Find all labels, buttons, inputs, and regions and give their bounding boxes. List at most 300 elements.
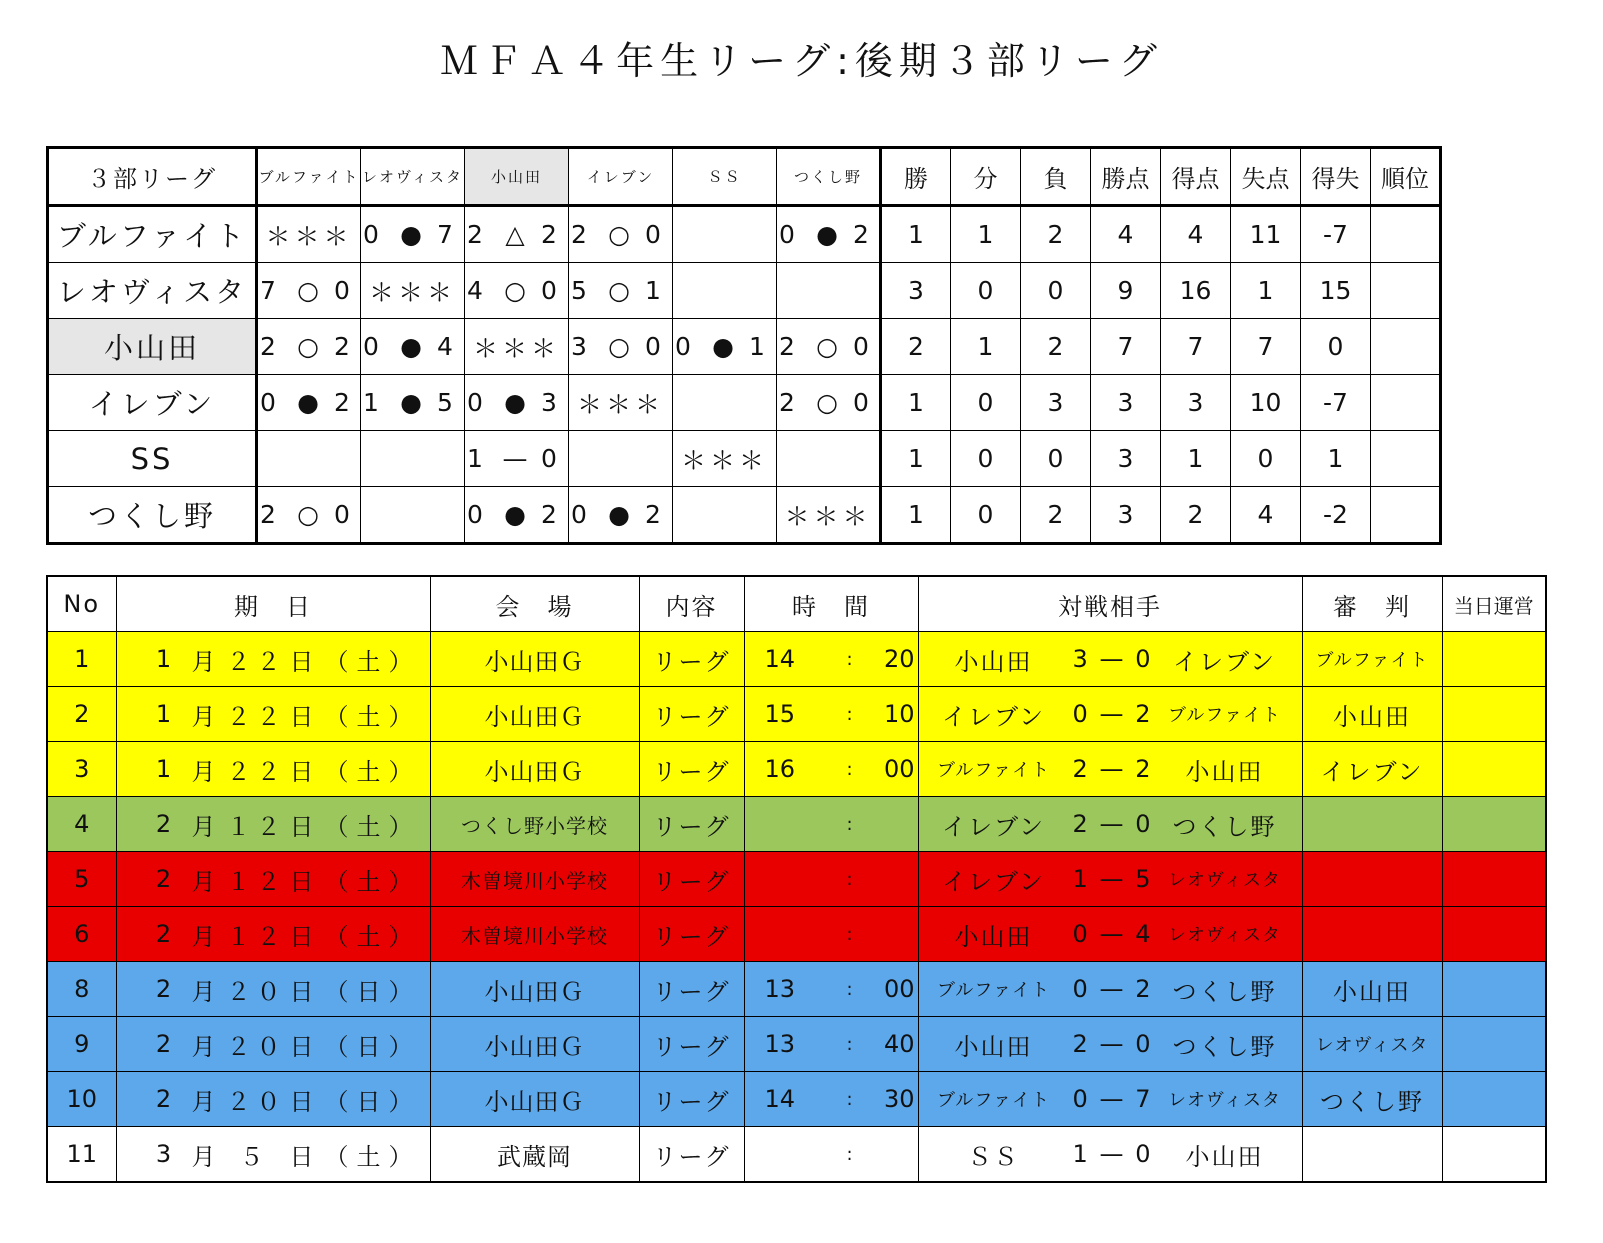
standings-stat-value: 0 — [951, 375, 1021, 431]
score-dash: — — [1099, 645, 1124, 673]
standings-column-header: ＳＳ — [673, 148, 777, 206]
match-date — [116, 852, 430, 907]
time-hour: 13 — [764, 975, 796, 1003]
date-day: ２２ — [226, 757, 287, 786]
time-hour: 13 — [764, 1030, 796, 1058]
result-mark: ● — [400, 332, 422, 361]
away-score: 0 — [1135, 1140, 1151, 1168]
goals-for: 0 — [260, 388, 276, 417]
standings-stat-value: 0 — [1021, 263, 1091, 319]
away-team: ブルファイト — [1168, 705, 1281, 726]
away-score: 2 — [1135, 975, 1151, 1003]
date-day: ２２ — [226, 702, 287, 731]
standings-stat-value: -7 — [1301, 375, 1371, 431]
standings-self-cell — [777, 487, 881, 544]
standings-result-cell — [465, 263, 569, 319]
date-day-unit: 日 — [289, 812, 314, 841]
standings-result-cell — [465, 431, 569, 487]
date-day-unit: 日 — [289, 1032, 314, 1061]
goals-for: 2 — [467, 220, 483, 249]
standings-result-cell — [569, 206, 673, 263]
operation-team — [1442, 1072, 1546, 1127]
away-team: 小山田 — [1185, 1142, 1264, 1171]
date-weekday: （土） — [324, 812, 421, 841]
match-date — [116, 687, 430, 742]
goals-against: 0 — [334, 276, 350, 305]
referee-team — [1302, 797, 1442, 852]
goals-for: 1 — [363, 388, 379, 417]
date-month: 3 — [155, 1140, 172, 1168]
standings-stat-value: 0 — [951, 431, 1021, 487]
date-month-unit: 月 — [191, 647, 216, 676]
operation-team — [1442, 1127, 1546, 1183]
standings-stat-value: 3 — [1091, 487, 1161, 544]
date-day-unit: 日 — [289, 647, 314, 676]
standings-stat-header: 勝 — [881, 148, 951, 206]
referee-team — [1302, 852, 1442, 907]
standings-stat-value: 0 — [951, 263, 1021, 319]
referee-team — [1302, 907, 1442, 962]
score-dash: — — [1099, 1085, 1124, 1113]
standings-stat-value — [1371, 431, 1441, 487]
schedule-header-date: 期 日 — [116, 576, 430, 632]
operation-team — [1442, 687, 1546, 742]
operation-team — [1442, 1017, 1546, 1072]
standings-result-cell — [257, 375, 361, 431]
operation-team — [1442, 797, 1546, 852]
time-colon: : — [846, 1088, 853, 1110]
standings-stat-value: -7 — [1301, 206, 1371, 263]
standings-self-cell — [257, 206, 361, 263]
match-venue: つくし野小学校 — [430, 797, 639, 852]
standings-stat-value: 7 — [1231, 319, 1301, 375]
date-month: 2 — [155, 1030, 172, 1058]
goals-against: 0 — [645, 220, 661, 249]
score-dash: — — [1099, 920, 1124, 948]
result-mark: △ — [505, 220, 525, 249]
date-day: ２０ — [226, 1087, 287, 1116]
goals-against: 1 — [645, 276, 661, 305]
home-team: 小山田 — [954, 922, 1033, 951]
match-result — [918, 742, 1302, 797]
result-mark: ● — [504, 388, 526, 417]
match-number: 5 — [47, 852, 116, 907]
standings-result-cell — [569, 263, 673, 319]
date-day-unit: 日 — [289, 867, 314, 896]
match-type: リーグ — [639, 1017, 744, 1072]
match-number: 4 — [47, 797, 116, 852]
match-result — [918, 1017, 1302, 1072]
date-month-unit: 月 — [191, 757, 216, 786]
standings-stat-header: 順位 — [1371, 148, 1441, 206]
away-score: 0 — [1135, 1030, 1151, 1058]
goals-against: 2 — [541, 500, 557, 529]
goals-for: 4 — [467, 276, 483, 305]
match-type: リーグ — [639, 852, 744, 907]
home-score: 2 — [1072, 810, 1088, 838]
standings-result-cell — [777, 206, 881, 263]
standings-stat-value — [1371, 375, 1441, 431]
away-team: レオヴィスタ — [1168, 870, 1281, 891]
match-number: 11 — [47, 1127, 116, 1183]
match-number: 1 — [47, 632, 116, 687]
time-minute: 00 — [883, 975, 915, 1003]
schedule-row — [47, 797, 1546, 852]
date-month-unit: 月 — [191, 977, 216, 1006]
standings-column-header: 小山田 — [465, 148, 569, 206]
standings-empty-cell — [361, 487, 465, 544]
standings-stat-value: -2 — [1301, 487, 1371, 544]
result-mark: ○ — [504, 276, 526, 305]
home-team: イレブン — [941, 702, 1046, 731]
goals-against: 4 — [437, 332, 453, 361]
result-mark: ● — [400, 220, 422, 249]
match-date — [116, 1072, 430, 1127]
standings-stat-value: 1 — [881, 487, 951, 544]
standings-stat-value: 9 — [1091, 263, 1161, 319]
home-score: 0 — [1072, 920, 1088, 948]
match-time — [744, 1127, 918, 1183]
schedule-row — [47, 962, 1546, 1017]
match-time — [744, 797, 918, 852]
time-minute: 20 — [883, 645, 915, 673]
match-number: 9 — [47, 1017, 116, 1072]
standings-stat-header: 得点 — [1161, 148, 1231, 206]
goals-against: 2 — [541, 220, 557, 249]
date-month-unit: 月 — [191, 702, 216, 731]
match-venue: 小山田Ｇ — [430, 632, 639, 687]
standings-stat-value: 3 — [1091, 431, 1161, 487]
standings-stat-value: 2 — [1161, 487, 1231, 544]
match-result — [918, 1072, 1302, 1127]
standings-result-cell — [777, 319, 881, 375]
standings-result-cell — [569, 487, 673, 544]
away-team: つくし野 — [1172, 812, 1277, 841]
time-colon: : — [846, 813, 853, 835]
standings-stat-header: 得失 — [1301, 148, 1371, 206]
referee-team: 小山田 — [1302, 687, 1442, 742]
standings-stat-value: 16 — [1161, 263, 1231, 319]
home-team: ＳＳ — [967, 1142, 1020, 1171]
match-venue: 小山田Ｇ — [430, 742, 639, 797]
date-day: ５ — [239, 1142, 270, 1171]
standings-stat-header: 失点 — [1231, 148, 1301, 206]
time-hour: 15 — [764, 700, 796, 728]
away-team: つくし野 — [1172, 977, 1277, 1006]
standings-stat-value: 2 — [1021, 206, 1091, 263]
goals-for: 0 — [363, 220, 379, 249]
match-venue: 木曽境川小学校 — [430, 852, 639, 907]
standings-row — [48, 263, 1441, 319]
match-time — [744, 962, 918, 1017]
standings-team-name: 小山田 — [48, 319, 257, 375]
time-minute: 40 — [883, 1030, 915, 1058]
referee-team: レオヴィスタ — [1302, 1017, 1442, 1072]
match-time — [744, 907, 918, 962]
home-score: 2 — [1072, 1030, 1088, 1058]
date-month: 2 — [155, 975, 172, 1003]
match-number: 8 — [47, 962, 116, 1017]
match-result — [918, 962, 1302, 1017]
home-score: 2 — [1072, 755, 1088, 783]
standings-empty-cell — [777, 263, 881, 319]
match-time — [744, 1017, 918, 1072]
away-score: 7 — [1135, 1085, 1151, 1113]
match-time — [744, 742, 918, 797]
standings-team-name: つくし野 — [48, 487, 257, 544]
referee-team: ブルファイト — [1302, 632, 1442, 687]
goals-against: 2 — [853, 220, 869, 249]
standings-row — [48, 375, 1441, 431]
match-date — [116, 632, 430, 687]
standings-column-header: つくし野 — [777, 148, 881, 206]
date-weekday: （日） — [324, 1087, 421, 1116]
date-month-unit: 月 — [191, 922, 216, 951]
standings-column-header: レオヴィスタ — [361, 148, 465, 206]
time-colon: : — [846, 703, 853, 725]
match-date — [116, 797, 430, 852]
goals-against: 7 — [437, 220, 453, 249]
match-venue: 小山田Ｇ — [430, 687, 639, 742]
date-day: ２０ — [226, 1032, 287, 1061]
date-month: 2 — [155, 920, 172, 948]
match-type: リーグ — [639, 742, 744, 797]
standings-column-header: ブルファイト — [257, 148, 361, 206]
result-mark: ○ — [608, 276, 630, 305]
standings-stat-value: 0 — [1301, 319, 1371, 375]
standings-table — [46, 146, 1442, 545]
standings-result-cell — [777, 375, 881, 431]
schedule-header-referee: 審 判 — [1302, 576, 1442, 632]
standings-stat-value: 1 — [881, 206, 951, 263]
date-day: １２ — [226, 922, 287, 951]
standings-result-cell — [465, 487, 569, 544]
self-mark: ＊＊＊ — [784, 501, 872, 531]
goals-for: 0 — [571, 500, 587, 529]
result-mark: ○ — [608, 332, 630, 361]
score-dash: — — [1099, 975, 1124, 1003]
result-mark: ○ — [816, 388, 838, 417]
date-day-unit: 日 — [289, 702, 314, 731]
standings-self-cell — [465, 319, 569, 375]
score-dash: — — [1099, 810, 1124, 838]
home-score: 0 — [1072, 975, 1088, 1003]
date-day: １２ — [226, 867, 287, 896]
time-colon: : — [846, 978, 853, 1000]
standings-stat-value — [1371, 206, 1441, 263]
goals-against: 5 — [437, 388, 453, 417]
goals-against: 0 — [541, 444, 557, 473]
goals-for: 0 — [467, 500, 483, 529]
home-team: 小山田 — [954, 647, 1033, 676]
goals-for: 2 — [571, 220, 587, 249]
standings-empty-cell — [673, 263, 777, 319]
goals-for: 1 — [467, 444, 483, 473]
standings-team-name: イレブン — [48, 375, 257, 431]
match-number: 3 — [47, 742, 116, 797]
match-type: リーグ — [639, 797, 744, 852]
goals-against: 2 — [334, 388, 350, 417]
referee-team — [1302, 1127, 1442, 1183]
match-date — [116, 962, 430, 1017]
match-result — [918, 852, 1302, 907]
match-result — [918, 1127, 1302, 1183]
goals-against: 1 — [749, 332, 765, 361]
time-colon: : — [846, 868, 853, 890]
standings-stat-value: 11 — [1231, 206, 1301, 263]
standings-stat-header: 分 — [951, 148, 1021, 206]
schedule-row — [47, 1127, 1546, 1183]
date-day-unit: 日 — [289, 757, 314, 786]
operation-team — [1442, 742, 1546, 797]
goals-for: 2 — [260, 332, 276, 361]
away-score: 2 — [1135, 700, 1151, 728]
home-team: 小山田 — [954, 1032, 1033, 1061]
standings-row — [48, 206, 1441, 263]
date-month: 1 — [155, 645, 172, 673]
goals-against: 2 — [645, 500, 661, 529]
date-weekday: （日） — [324, 977, 421, 1006]
standings-stat-value: 4 — [1161, 206, 1231, 263]
standings-stat-value: 1 — [1301, 431, 1371, 487]
standings-self-cell — [673, 431, 777, 487]
standings-team-name: ブルファイト — [48, 206, 257, 263]
schedule-row — [47, 907, 1546, 962]
schedule-header-time: 時 間 — [744, 576, 918, 632]
goals-for: 7 — [260, 276, 276, 305]
date-month: 2 — [155, 1085, 172, 1113]
operation-team — [1442, 852, 1546, 907]
result-mark: ○ — [816, 332, 838, 361]
goals-against: 3 — [541, 388, 557, 417]
goals-for: 0 — [363, 332, 379, 361]
standings-stat-value: 3 — [1021, 375, 1091, 431]
score-dash: — — [1099, 755, 1124, 783]
schedule-row — [47, 687, 1546, 742]
standings-result-cell — [361, 375, 465, 431]
standings-result-cell — [465, 206, 569, 263]
standings-stat-value: 1 — [1231, 263, 1301, 319]
time-minute: 10 — [883, 700, 915, 728]
goals-against: 0 — [334, 500, 350, 529]
goals-for: 3 — [571, 332, 587, 361]
schedule-row — [47, 1072, 1546, 1127]
time-colon: : — [846, 758, 853, 780]
date-weekday: （土） — [324, 702, 421, 731]
home-score: 1 — [1072, 865, 1088, 893]
standings-stat-value: 1 — [951, 206, 1021, 263]
time-hour: 14 — [764, 645, 796, 673]
referee-team: つくし野 — [1302, 1072, 1442, 1127]
match-date — [116, 1127, 430, 1183]
time-hour: 14 — [764, 1085, 796, 1113]
date-month-unit: 月 — [191, 1032, 216, 1061]
schedule-header-venue: 会 場 — [430, 576, 639, 632]
result-mark: ● — [400, 388, 422, 417]
match-result — [918, 687, 1302, 742]
standings-stat-value: 2 — [1021, 487, 1091, 544]
match-result — [918, 632, 1302, 687]
date-month-unit: 月 — [191, 812, 216, 841]
result-mark: ● — [712, 332, 734, 361]
match-venue: 小山田Ｇ — [430, 962, 639, 1017]
standings-self-cell — [361, 263, 465, 319]
standings-empty-cell — [673, 375, 777, 431]
result-mark: ● — [608, 500, 630, 529]
referee-team: イレブン — [1302, 742, 1442, 797]
standings-result-cell — [257, 487, 361, 544]
goals-against: 2 — [334, 332, 350, 361]
match-time — [744, 1072, 918, 1127]
standings-stat-header: 勝点 — [1091, 148, 1161, 206]
self-mark: ＊＊＊ — [576, 389, 664, 419]
schedule-header-no: No — [47, 576, 116, 632]
result-mark: ○ — [608, 220, 630, 249]
away-team: レオヴィスタ — [1168, 1090, 1281, 1111]
date-weekday: （土） — [324, 647, 421, 676]
home-team: ブルファイト — [937, 1090, 1050, 1111]
standings-stat-header: 負 — [1021, 148, 1091, 206]
standings-stat-value: 4 — [1231, 487, 1301, 544]
standings-stat-value: 7 — [1161, 319, 1231, 375]
home-score: 1 — [1072, 1140, 1088, 1168]
match-type: リーグ — [639, 632, 744, 687]
standings-result-cell — [257, 319, 361, 375]
date-month-unit: 月 — [191, 867, 216, 896]
operation-team — [1442, 907, 1546, 962]
standings-result-cell — [361, 206, 465, 263]
score-dash: — — [1099, 1140, 1124, 1168]
match-result — [918, 907, 1302, 962]
away-team: イレブン — [1172, 647, 1277, 676]
away-score: 0 — [1135, 810, 1151, 838]
standings-empty-cell — [257, 431, 361, 487]
goals-against: 0 — [541, 276, 557, 305]
time-colon: : — [846, 923, 853, 945]
match-type: リーグ — [639, 962, 744, 1017]
standings-result-cell — [673, 319, 777, 375]
operation-team — [1442, 962, 1546, 1017]
result-mark: ○ — [297, 276, 319, 305]
standings-empty-cell — [673, 206, 777, 263]
result-mark: ● — [504, 500, 526, 529]
result-mark: — — [502, 444, 528, 473]
time-minute: 30 — [883, 1085, 915, 1113]
date-weekday: （土） — [324, 757, 421, 786]
date-day-unit: 日 — [289, 1142, 314, 1171]
score-dash: — — [1099, 865, 1124, 893]
standings-result-cell — [465, 375, 569, 431]
referee-team: 小山田 — [1302, 962, 1442, 1017]
schedule-header-kind: 内容 — [639, 576, 744, 632]
away-team: 小山田 — [1185, 757, 1264, 786]
match-venue: 木曽境川小学校 — [430, 907, 639, 962]
match-date — [116, 907, 430, 962]
time-colon: : — [846, 648, 853, 670]
away-score: 0 — [1135, 645, 1151, 673]
home-team: イレブン — [941, 812, 1046, 841]
score-dash: — — [1099, 1030, 1124, 1058]
time-colon: : — [846, 1033, 853, 1055]
date-month: 1 — [155, 700, 172, 728]
match-date — [116, 1017, 430, 1072]
schedule-row — [47, 1017, 1546, 1072]
standings-stat-value: 1 — [951, 319, 1021, 375]
standings-corner-label: ３部リーグ — [48, 148, 257, 206]
schedule-header-operation: 当日運営 — [1442, 576, 1546, 632]
result-mark: ● — [297, 388, 319, 417]
result-mark: ○ — [297, 332, 319, 361]
